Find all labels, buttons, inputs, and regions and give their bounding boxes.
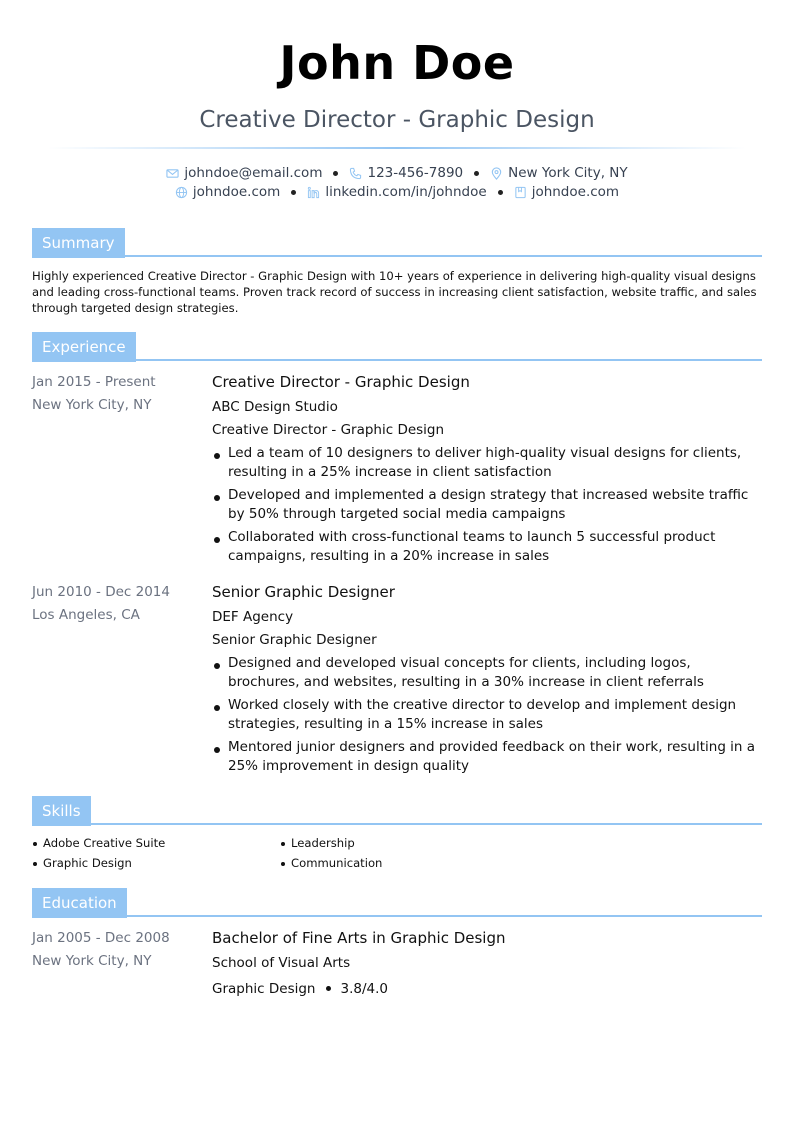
experience-details <box>212 373 764 570</box>
education-heading: Education <box>32 888 127 918</box>
contact-phone[interactable] <box>349 165 463 181</box>
experience-subtitle: Creative Director - Graphic Design <box>212 422 445 438</box>
bookmark-icon <box>514 186 527 199</box>
list-item: Mentored junior designers and provided feedback on their work, resulting in a 25% improvement in design quality <box>212 738 764 776</box>
contact-location <box>490 165 628 181</box>
education-meta <box>32 929 202 975</box>
experience-meta <box>32 373 202 419</box>
skill-item: Graphic Design <box>32 856 132 870</box>
list-item: Worked closely with the creative director to develop and implement design strategies, resulting in a 15% increase in sales <box>212 696 764 734</box>
education-dates: Jan 2005 - Dec 2008 <box>32 930 170 946</box>
list-item: Led a team of 10 designers to deliver high-quality visual designs for clients, resulting in a 25% increase in client satisfaction <box>212 444 764 482</box>
experience-bullets <box>212 654 764 776</box>
experience-subtitle: Senior Graphic Designer <box>212 632 377 648</box>
experience-dates: Jan 2015 - Present <box>32 374 156 390</box>
skill-item: Communication <box>280 856 382 870</box>
contact-row-primary <box>0 165 794 181</box>
education-gpa: 3.8/4.0 <box>340 980 388 997</box>
contact-linkedin-text: linkedin.com/in/johndoe <box>325 184 487 200</box>
separator-dot <box>474 171 479 176</box>
education-location: New York City, NY <box>32 953 152 969</box>
experience-details <box>212 583 764 780</box>
linkedin-icon <box>307 186 320 199</box>
education-details <box>212 929 764 1000</box>
list-item: Collaborated with cross-functional teams to launch 5 successful product campaigns, resulting in a 20% increase in sales <box>212 528 764 566</box>
separator-dot <box>326 986 331 991</box>
globe-icon <box>175 186 188 199</box>
candidate-title: Creative Director - Graphic Design <box>199 107 595 133</box>
experience-meta <box>32 583 202 629</box>
section-divider <box>32 359 762 361</box>
envelope-icon <box>166 167 179 180</box>
experience-company: ABC Design Studio <box>212 399 338 415</box>
map-pin-icon <box>490 167 503 180</box>
phone-icon <box>349 167 362 180</box>
contact-website[interactable] <box>175 184 280 200</box>
skills-section-header <box>32 796 762 826</box>
summary-heading: Summary <box>32 228 125 258</box>
experience-dates: Jun 2010 - Dec 2014 <box>32 584 170 600</box>
experience-section-header <box>32 332 762 362</box>
experience-company: DEF Agency <box>212 609 294 625</box>
education-section-header <box>32 888 762 918</box>
contact-linkedin[interactable] <box>307 184 486 200</box>
experience-location: Los Angeles, CA <box>32 607 140 623</box>
contact-email-text: johndoe@email.com <box>184 165 323 181</box>
education-degree: Bachelor of Fine Arts in Graphic Design <box>212 929 506 947</box>
contact-email[interactable] <box>166 165 322 181</box>
contact-portfolio[interactable] <box>514 184 619 200</box>
experience-heading: Experience <box>32 332 136 362</box>
experience-role: Creative Director - Graphic Design <box>212 373 470 391</box>
section-divider <box>32 255 762 257</box>
separator-dot <box>498 190 503 195</box>
separator-dot <box>333 171 338 176</box>
contact-row-secondary <box>0 184 794 200</box>
summary-text: Highly experienced Creative Director - Graphic Design with 10+ years of experience in delivering high-quality visual designs and leading cross-functional teams. Proven track record of success in increasing client satisfaction, website traffic, and sales through targeted design strategies. <box>32 269 757 315</box>
experience-bullets <box>212 444 764 566</box>
contact-phone-text: 123-456-7890 <box>367 165 464 181</box>
summary-section-header <box>32 228 762 258</box>
experience-role: Senior Graphic Designer <box>212 583 395 601</box>
skill-item: Adobe Creative Suite <box>32 836 165 850</box>
experience-location: New York City, NY <box>32 397 152 413</box>
separator-dot <box>291 190 296 195</box>
skills-heading: Skills <box>32 796 91 826</box>
contact-website-text: johndoe.com <box>192 184 281 200</box>
contact-location-text: New York City, NY <box>508 165 628 181</box>
list-item: Designed and developed visual concepts for clients, including logos, brochures, and websites, resulting in a 30% increase in client referrals <box>212 654 764 692</box>
list-item: Developed and implemented a design strategy that increased website traffic by 50% through targeted social media campaigns <box>212 486 764 524</box>
section-divider <box>32 823 762 825</box>
education-field-gpa <box>212 977 764 1000</box>
header-divider <box>48 147 746 149</box>
skill-item: Leadership <box>280 836 355 850</box>
section-divider <box>32 915 762 917</box>
education-field: Graphic Design <box>212 980 316 997</box>
education-school: School of Visual Arts <box>212 955 351 971</box>
contact-portfolio-text: johndoe.com <box>531 184 620 200</box>
candidate-name: John Doe <box>279 36 515 90</box>
